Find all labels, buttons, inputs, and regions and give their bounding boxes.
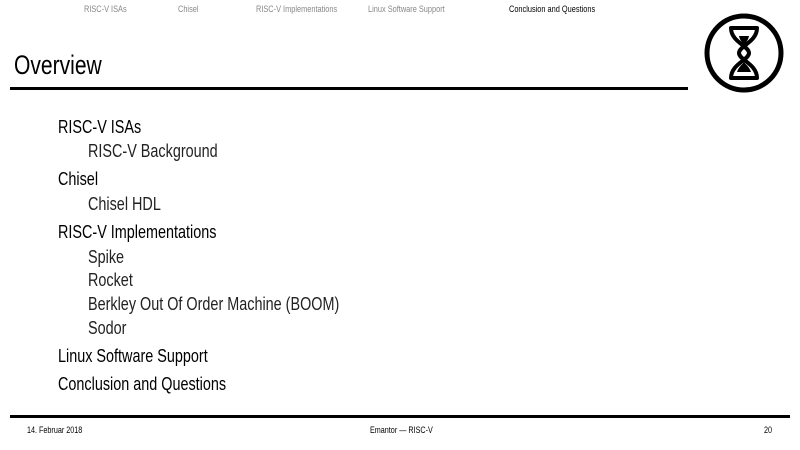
nav-chisel[interactable]: Chisel [178,4,199,14]
nav-risc-v-implementations[interactable]: RISC-V Implementations [256,4,338,14]
outline-section[interactable]: RISC-V ISAs [58,117,142,137]
footer-page-number: 20 [764,425,773,435]
outline-section[interactable]: RISC-V Implementations [58,222,217,242]
outline-section[interactable]: Linux Software Support [58,346,208,366]
outline-subsection[interactable]: Berkley Out Of Order Machine (BOOM) [88,294,340,314]
footer-date: 14. Februar 2018 [27,425,83,435]
nav-linux-software-support[interactable]: Linux Software Support [368,4,445,14]
title-divider [10,87,688,90]
outline-subsection[interactable]: Chisel HDL [88,194,161,214]
nav-conclusion-and-questions[interactable]: Conclusion and Questions [509,4,596,14]
outline-section[interactable]: Chisel [58,169,99,189]
outline-subsection[interactable]: Rocket [88,270,133,290]
footer-author-title: Emantor — RISC-V [370,425,433,435]
slide-title: Overview [14,50,102,80]
hourglass-logo-icon [703,12,785,94]
footer-divider [10,415,790,418]
nav-risc-v-isas[interactable]: RISC-V ISAs [84,4,127,14]
outline-subsection[interactable]: RISC-V Background [88,141,218,161]
outline-subsection[interactable]: Spike [88,247,125,267]
outline-section[interactable]: Conclusion and Questions [58,374,227,394]
outline-subsection[interactable]: Sodor [88,318,127,338]
